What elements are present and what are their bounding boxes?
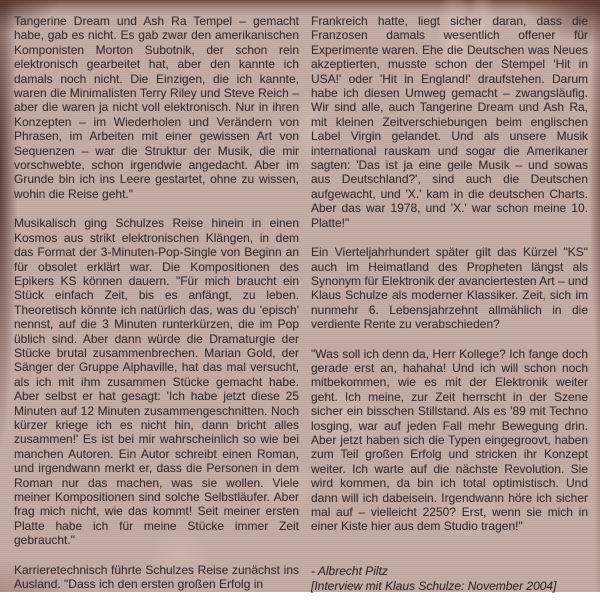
text-column-right	[311, 14, 588, 595]
interview-source: [Interview mit Klaus Schulze: November 2004]	[311, 579, 557, 594]
interview-signature: - Albrecht Piltz	[311, 563, 388, 578]
paragraph: Karrieretechnisch führte Schulzes Reise zunächst ins Ausland. "Dass ich den ersten großen Erfolg in	[14, 562, 299, 592]
paragraph: Frankreich hatte, liegt sicher daran, dass die Franzosen damals wesentlich offener für Experimente waren. Ehe die Deutschen was Neues akzeptierten, musste schon der Stempel 'Hit in USA!' oder 'Hit in England!' draufstehen. Darum habe ich diesen Umweg gemacht – zwangsläufig. Wir sind alle, auch Tangerine Dream und Ash Ra, mit kleinen Zeitverschiebungen beim englischen Label Virgin gelandet. Und als unsere Musik international rauskam und sogar die Amerikaner sagten: 'Das ist ja eine geile Musik – und sowas aus Deutschland?', sind auch die Deutschen aufgewacht, und 'X.' kam in die deutschen Charts. Aber das war 1978, und 'X.' war schon meine 10. Platte!"	[311, 14, 588, 230]
text-column-left	[14, 14, 299, 606]
paragraph: Ein Vierteljahrhundert später gilt das Kürzel "KS" auch im Heimatland des Propheten längst als Synonym für Elektronik der avanciertesten Art – und Klaus Schulze als moderner Klassiker. Zeit, sich im nunmehr 6. Lebensjahrzehnt allmählich in die verdiente Rente zu verabschieden?	[311, 245, 588, 332]
paragraph: "Was soll ich denn da, Herr Kollege? Ich fange doch gerade erst an, hahaha! Und ich will schon noch mitbekommen, wie es mit der Elektronik weiter geht. Ich meine, zur Zeit herrscht in der Szene sicher ein bisschen Stillstand. Als es '89 mit Techno losging, war auf jeden Fall mehr Bewegung drin. Aber jetzt haben sich die Typen eingegroovt, haben zum Teil großen Erfolg und stricken ihr Konzept weiter. Ich warte auf die nächste Revolution. Sie wird kommen, da bin ich total optimistisch. Und dann will ich dabeisein. Irgendwann höre ich sicher mal auf – vielleicht 2250? Erst, wenn sie mich in einer Kiste hier aus dem Studio tragen!"	[311, 346, 588, 534]
paragraph: Musikalisch ging Schulzes Reise hinein in einen Kosmos aus strikt elektronischen Klängen, in dem das Format der 3-Minuten-Pop-Single von Beginn an für obsolet erklärt war. Die Kompositionen des Epikers KS können dauern. "Für mich braucht ein Stück einfach Zeit, bis es anfängt, zu leben. Theoretisch könnte ich natürlich das, was du 'episch' nennst, auf die 3 Minuten runterkürzen, die im Pop üblich sind. Aber dann würde die Dramaturgie der Stücke brutal zusammenbrechen. Marian Gold, der Sänger der Gruppe Alphaville, hat das mal versucht, als ich mit ihm zusammen Stücke gemacht habe. Aber selbst er hat gesagt: 'Ich habe jetzt diese 25 Minuten auf 12 Minuten zusammengeschnitten. Noch kürzer kriege ich es nicht hin, dann bricht alles zusammen!' Es ist bei mir wahrscheinlich so wie bei manchen Autoren. Ein Autor schreibt einen Roman, und irgendwann merkt er, dass die Personen in dem Roman nur das machen, was sie wollen. Viele meiner Kompositionen sind solche Selbstläufer. Aber frag mich nicht, wie das kommt! Seit meiner ersten Platte habe ich für meine Stücke immer Zeit gebraucht."	[14, 216, 299, 548]
paragraph: Tangerine Dream und Ash Ra Tempel – gemacht habe, gab es nicht. Es gab zwar den amerikanischen Komponisten Morton Subotnik, der schon rein elektronisch gearbeitet hat, aber den kannte ich damals noch nicht. Die Einzigen, die ich kannte, waren die Minimalisten Terry Riley und Steve Reich – aber die waren ja nicht voll elektronisch. Nur in ihren Konzepten – im Wiederholen und Verändern von Phrasen, im Arbeiten mit einer gewissen Art von Sequenzen – war die Struktur der Musik, die mir vorschwebte, schon irgendwie angedacht. Aber im Grunde bin ich ins Leere gestartet, ohne zu wissen, wohin die Reise geht."	[14, 14, 299, 201]
interview-credit	[311, 564, 588, 595]
